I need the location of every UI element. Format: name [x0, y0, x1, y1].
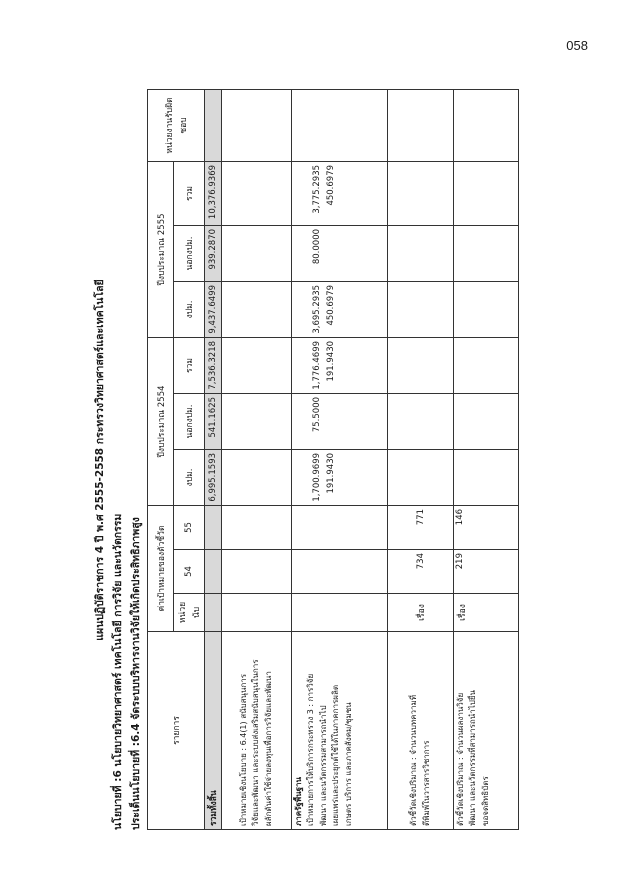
header-responsible: หน่วยงานรับผิดชอบ [148, 89, 205, 161]
total-label: รวมทั้งสิ้น [205, 632, 222, 830]
page-number: 058 [566, 38, 588, 53]
public-b55-gov: 3,695.2935 450.6979 [292, 281, 388, 337]
header-unit: หน่วยนับ [174, 594, 205, 632]
total-b54-total: 7,536.3218 [205, 337, 222, 393]
goal-label: เป้าหมายเชิงนโยบาย : 6.4(1) สนับสนุนการ วิจัยและพัฒนา และระบบส่งเสริมสนับสนุนในการ ผลักดันค่าใช้จ่ายลงทุนเพื่อการวิจัยและพัฒนา [222, 632, 292, 830]
rotated-landscape-page [81, 70, 521, 850]
kpi-1-value-55: 771 [388, 505, 454, 549]
header-nongov-2555: นอกงปม. [174, 225, 205, 281]
table-row-goal [222, 89, 292, 829]
public-label: ภาครัฐพื้นฐาน เป้าหมายการให้บริการกระทรวง 3 : การวิจัย พัฒนา และนวัตกรรมสามารถนำไป เผยแพร่และประยุกต์ใช้ได้ในภาคการผลิต เกษตร บริการ และภาคสังคม/ชุมชน [292, 632, 388, 830]
header-items: รายการ [148, 632, 205, 830]
public-b54-nongov: 75.5000 [292, 393, 388, 449]
header-gov-2555: งปม. [174, 281, 205, 337]
total-b54-gov: 6,995.1593 [205, 449, 222, 505]
total-b54-nongov: 541.1625 [205, 393, 222, 449]
header-gov-2554: งปม. [174, 449, 205, 505]
public-b55-nongov: 80.0000 [292, 225, 388, 281]
table-row-public [292, 89, 388, 829]
header-line-1: แผนปฏิบัติราชการ 4 ปี พ.ศ 2555-2558 กระทรวงวิทยาศาสตร์และเทคโนโลยี [94, 279, 106, 641]
header-total-2555: รวม [174, 161, 205, 225]
kpi-1-unit: เรื่อง [388, 594, 454, 632]
public-b54-total: 1,776.4699 191.9430 [292, 337, 388, 393]
kpi-1-value-54: 734 [388, 550, 454, 594]
kpi-2-value-54: 219 [454, 550, 519, 594]
header-nongov-2554: นอกงปม. [174, 393, 205, 449]
header-line-2: นโยบายที่ :6 นโยบายวิทยาศาสตร์ เทคโนโลยี การวิจัย และนวัตกรรม [112, 513, 124, 830]
table-row-kpi-1 [388, 89, 454, 829]
header-year-55: 55 [174, 505, 205, 549]
total-b55-gov: 9,437.6499 [205, 281, 222, 337]
total-b55-nongov: 939.2870 [205, 225, 222, 281]
kpi-2-value-55: 146 [454, 505, 519, 549]
header-year-54: 54 [174, 550, 205, 594]
header-line-3: ประเด็นนโยบายที่ :6.4 จัดระบบบริหารงานวิจัยให้เกิดประสิทธิภาพสูง [130, 517, 142, 830]
kpi-1-label: ตัวชี้วัดเชิงปริมาณ : จำนวนบทความที่ ตีพิมพ์ในวารสารวิชาการ [388, 632, 454, 830]
header-target: ค่าเป้าหมายของตัวชี้วัด [148, 505, 174, 631]
total-b55-total: 10,376.9369 [205, 161, 222, 225]
table-row-total [205, 89, 222, 829]
public-b54-gov: 1,700.9699 191.9430 [292, 449, 388, 505]
kpi-2-unit: เรื่อง [454, 594, 519, 632]
budget-table [147, 89, 519, 830]
header-total-2554: รวม [174, 337, 205, 393]
header-budget-2554: ปีงบประมาณ 2554 [148, 337, 174, 505]
header-budget-2555: ปีงบประมาณ 2555 [148, 161, 174, 337]
public-b55-total: 3,775.2935 450.6979 [292, 161, 388, 225]
kpi-2-label: ตัวชี้วัดเชิงปริมาณ : จำนวนผลงานวิจัย พัฒนา และนวัตกรรมที่สามารถนำไปยื่น ขอจดสิทธิบัตร [454, 632, 519, 830]
table-row-kpi-2 [454, 89, 519, 829]
